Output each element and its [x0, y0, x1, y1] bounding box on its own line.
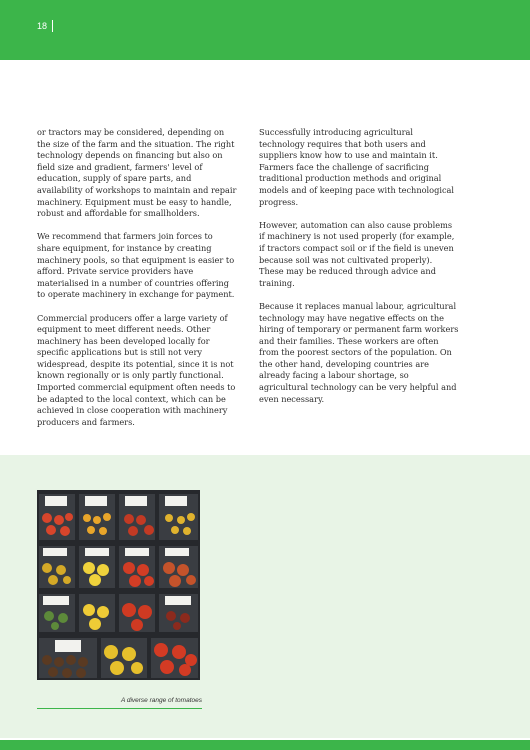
caption-rule	[37, 708, 202, 709]
figure-caption: A diverse range of tomatoes	[120, 697, 202, 704]
paragraph: Commercial producers offer a large variety of equipment to meet different needs. Other machinery has been developed locally for specific applications but is still not very widespread, despite its potential, since it is not known regionally or is only partly functional. Imported commercial equipment often needs to be adapted to the local context, which can be achieved in close cooperation with machinery producers and farmers.	[37, 312, 236, 427]
paragraph: Successfully introducing agricultural technology requires that both users and suppliers know how to use and maintain it. Farmers face the challenge of sacrificing traditional production methods and original models and of keeping pace with technological progress.	[259, 127, 455, 207]
page-number: 18	[37, 21, 48, 31]
page-number-separator	[52, 20, 53, 32]
paragraph: or tractors may be considered, depending on the size of the farm and the situation. The right technology depends on financing but also on field size and gradient, farmers' level of education, supply of spare parts, and availability of workshops to maintain and repair machinery. Equipment must be easy to handle, robust and affordable for smallholders.	[37, 127, 237, 219]
left-text-column	[37, 127, 237, 440]
paragraph: Because it replaces manual labour, agricultural technology may have negative effects on the hiring of temporary or permanent farm workers and their families. These workers are often from the poorest sectors of the population. On the other hand, developing countries are already facing a labour shortage, so agricultural technology can be very helpful and even necessary.	[259, 300, 459, 404]
header-bar	[0, 0, 530, 60]
tomatoes-photo	[37, 490, 200, 680]
footer-bar	[0, 740, 530, 750]
paragraph: However, automation can also cause problems if machinery is not used properly (for example, if tractors compact soil or if the field is uneven because soil was not cultivated properly). These may be reduced through advice and training.	[259, 219, 455, 288]
paragraph: We recommend that farmers join forces to share equipment, for instance by creating machinery pools, so that equipment is easier to afford. Private service providers have materialised in a number of countries offering to operate machinery in exchange for payment.	[37, 231, 235, 300]
right-text-column	[259, 127, 459, 417]
